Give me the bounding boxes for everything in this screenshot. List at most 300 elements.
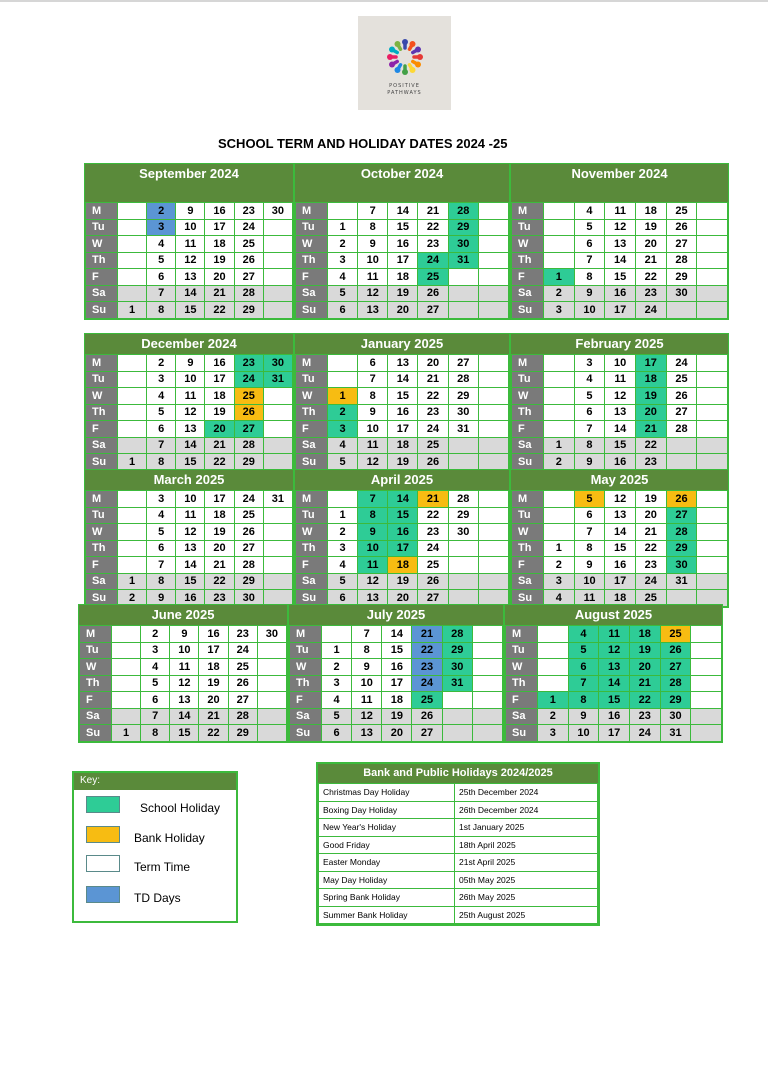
week-row [296, 404, 509, 421]
date-cell: 1 [544, 269, 575, 286]
date-cell [448, 302, 478, 319]
day-label: Th [506, 675, 538, 692]
date-cell [118, 388, 147, 405]
date-cell: 9 [358, 404, 388, 421]
week-row [296, 491, 509, 508]
date-cell: 17 [599, 725, 630, 742]
date-cell: 24 [234, 491, 263, 508]
date-cell: 15 [388, 507, 418, 524]
week-row [296, 454, 509, 471]
positive-pathways-logo [358, 16, 451, 110]
date-cell: 29 [448, 507, 478, 524]
date-cell: 8 [574, 540, 605, 557]
week-row [512, 491, 728, 508]
week-row [296, 421, 509, 438]
day-label: Tu [86, 219, 118, 236]
month-may-2025 [510, 469, 729, 608]
day-label: Sa [512, 437, 544, 454]
week-row [512, 203, 728, 220]
date-cell: 28 [666, 421, 697, 438]
date-cell: 10 [574, 573, 605, 590]
date-cell: 12 [605, 388, 636, 405]
week-row [86, 203, 293, 220]
day-label: Tu [296, 507, 328, 524]
week-row [80, 725, 287, 742]
date-cell: 6 [147, 421, 176, 438]
date-cell: 20 [635, 507, 666, 524]
date-cell: 25 [412, 692, 442, 709]
week-row [80, 626, 287, 643]
people-circle-icon [384, 36, 426, 78]
date-cell [697, 236, 728, 253]
date-cell: 1 [112, 725, 141, 742]
date-cell: 4 [544, 590, 575, 607]
holiday-date: 25th December 2024 [455, 784, 598, 802]
date-cell [472, 626, 502, 643]
date-cell: 5 [147, 524, 176, 541]
date-cell [691, 642, 722, 659]
date-cell: 4 [322, 692, 352, 709]
date-cell: 15 [176, 454, 205, 471]
date-cell [263, 388, 292, 405]
date-cell: 28 [448, 371, 478, 388]
date-cell: 17 [199, 642, 228, 659]
date-cell: 9 [176, 203, 205, 220]
week-row [296, 236, 509, 253]
date-cell: 2 [147, 355, 176, 372]
date-cell: 13 [605, 236, 636, 253]
date-cell: 30 [448, 236, 478, 253]
date-cell: 29 [234, 573, 263, 590]
date-cell [328, 203, 358, 220]
holiday-row [319, 801, 598, 819]
date-cell: 18 [205, 388, 234, 405]
date-cell: 22 [635, 540, 666, 557]
week-row [512, 573, 728, 590]
date-cell: 16 [199, 626, 228, 643]
date-cell [538, 626, 569, 643]
date-cell: 12 [170, 675, 199, 692]
date-cell [328, 371, 358, 388]
day-label: W [296, 524, 328, 541]
date-cell [544, 524, 575, 541]
week-row [296, 573, 509, 590]
date-cell: 31 [666, 573, 697, 590]
date-cell: 23 [234, 355, 263, 372]
date-cell [478, 302, 508, 319]
date-cell: 29 [448, 219, 478, 236]
date-cell: 22 [635, 437, 666, 454]
holiday-date: 25th August 2025 [455, 906, 598, 924]
date-cell: 3 [544, 573, 575, 590]
key-label: School Holiday [140, 801, 221, 815]
date-cell: 17 [205, 491, 234, 508]
day-label: W [512, 236, 544, 253]
date-cell: 9 [352, 659, 382, 676]
date-cell: 19 [205, 404, 234, 421]
date-cell [328, 491, 358, 508]
date-cell: 6 [147, 540, 176, 557]
date-cell: 29 [234, 454, 263, 471]
month-title: November 2024 [511, 164, 728, 184]
date-cell: 24 [418, 252, 448, 269]
week-row [506, 708, 722, 725]
day-label: Su [86, 590, 118, 607]
date-cell: 2 [328, 524, 358, 541]
day-label: M [86, 491, 118, 508]
date-cell: 10 [176, 219, 205, 236]
day-label: W [296, 388, 328, 405]
date-cell: 14 [176, 437, 205, 454]
date-cell: 14 [605, 252, 636, 269]
week-row [86, 573, 293, 590]
holiday-date: 1st January 2025 [455, 819, 598, 837]
day-label: M [86, 355, 118, 372]
date-cell: 14 [170, 708, 199, 725]
date-cell: 18 [388, 437, 418, 454]
week-row [86, 524, 293, 541]
date-cell: 19 [205, 524, 234, 541]
date-cell: 7 [147, 437, 176, 454]
date-cell [263, 421, 292, 438]
date-cell: 18 [388, 557, 418, 574]
date-cell [263, 573, 292, 590]
date-cell [448, 540, 478, 557]
date-cell: 13 [176, 421, 205, 438]
month-title: February 2025 [511, 334, 728, 354]
date-cell: 26 [234, 252, 263, 269]
date-cell: 24 [418, 540, 448, 557]
date-cell: 21 [629, 675, 660, 692]
date-cell [697, 269, 728, 286]
date-cell [118, 219, 147, 236]
week-row [86, 236, 293, 253]
date-cell: 24 [234, 371, 263, 388]
day-label: F [296, 557, 328, 574]
day-label: W [506, 659, 538, 676]
date-cell: 25 [635, 590, 666, 607]
date-cell: 6 [141, 692, 170, 709]
date-cell [257, 642, 286, 659]
date-cell: 16 [176, 590, 205, 607]
date-cell: 30 [448, 404, 478, 421]
date-cell: 5 [328, 285, 358, 302]
day-label: Th [86, 540, 118, 557]
date-cell: 12 [358, 285, 388, 302]
holiday-row [319, 854, 598, 872]
day-label: F [512, 269, 544, 286]
date-cell: 6 [328, 302, 358, 319]
date-cell [697, 285, 728, 302]
color-swatch [86, 886, 120, 903]
date-cell: 31 [442, 675, 472, 692]
date-cell: 15 [605, 437, 636, 454]
date-cell [263, 219, 292, 236]
date-cell: 26 [418, 285, 448, 302]
date-cell: 25 [418, 437, 448, 454]
date-cell: 6 [322, 725, 352, 742]
date-cell [697, 404, 728, 421]
date-cell: 2 [538, 708, 569, 725]
date-cell: 1 [328, 388, 358, 405]
date-cell [118, 371, 147, 388]
date-cell: 22 [199, 725, 228, 742]
page-title: SCHOOL TERM AND HOLIDAY DATES 2024 -25 [218, 136, 508, 151]
date-cell: 30 [660, 708, 691, 725]
month-title: March 2025 [85, 470, 293, 490]
date-cell: 26 [234, 524, 263, 541]
week-row [296, 252, 509, 269]
date-cell: 5 [147, 252, 176, 269]
date-cell: 7 [358, 371, 388, 388]
day-label: F [296, 421, 328, 438]
date-cell: 26 [234, 404, 263, 421]
holiday-row [319, 784, 598, 802]
date-cell [257, 692, 286, 709]
week-row [80, 692, 287, 709]
holiday-row [319, 836, 598, 854]
date-cell: 20 [418, 355, 448, 372]
date-cell: 21 [199, 708, 228, 725]
date-cell: 14 [388, 371, 418, 388]
date-cell: 28 [442, 626, 472, 643]
date-cell [118, 540, 147, 557]
date-cell [118, 557, 147, 574]
date-cell: 19 [635, 388, 666, 405]
date-cell [442, 708, 472, 725]
date-cell: 20 [635, 236, 666, 253]
month-title: June 2025 [79, 605, 287, 625]
month-october-2024 [294, 163, 510, 320]
month-february-2025 [510, 333, 729, 472]
week-row [512, 269, 728, 286]
holiday-name: Easter Monday [319, 854, 455, 872]
date-cell: 27 [228, 692, 257, 709]
date-cell: 22 [418, 219, 448, 236]
date-cell [118, 524, 147, 541]
day-label: Tu [506, 642, 538, 659]
bank-holidays-table [316, 762, 600, 926]
date-cell [478, 219, 508, 236]
date-cell: 19 [388, 285, 418, 302]
date-cell: 3 [147, 491, 176, 508]
date-cell: 5 [574, 219, 605, 236]
day-label: M [296, 203, 328, 220]
date-cell [257, 659, 286, 676]
week-row [86, 302, 293, 319]
date-cell: 7 [358, 491, 388, 508]
week-row [86, 454, 293, 471]
date-cell [263, 524, 292, 541]
date-cell: 14 [605, 421, 636, 438]
date-cell: 8 [358, 388, 388, 405]
date-cell: 4 [147, 388, 176, 405]
date-cell: 31 [660, 725, 691, 742]
day-label: Th [512, 252, 544, 269]
date-cell: 15 [176, 573, 205, 590]
day-label: W [86, 524, 118, 541]
date-cell: 2 [544, 454, 575, 471]
date-cell [478, 507, 508, 524]
date-cell: 25 [666, 203, 697, 220]
date-cell [697, 573, 728, 590]
date-cell [118, 236, 147, 253]
date-cell: 9 [358, 236, 388, 253]
date-cell [472, 659, 502, 676]
week-row [290, 626, 503, 643]
day-label: Su [296, 590, 328, 607]
date-cell: 19 [199, 675, 228, 692]
date-cell: 28 [448, 203, 478, 220]
key-label: Term Time [134, 860, 191, 874]
week-row [86, 355, 293, 372]
date-cell [478, 454, 508, 471]
week-row [506, 692, 722, 709]
date-cell: 6 [574, 507, 605, 524]
date-cell: 1 [118, 454, 147, 471]
day-label: Sa [86, 573, 118, 590]
date-cell: 29 [448, 388, 478, 405]
date-cell: 26 [418, 454, 448, 471]
date-cell [448, 573, 478, 590]
date-cell: 1 [328, 507, 358, 524]
date-cell: 20 [388, 590, 418, 607]
month-march-2025 [84, 469, 294, 608]
date-cell: 13 [605, 507, 636, 524]
date-cell [118, 269, 147, 286]
week-row [512, 421, 728, 438]
date-cell: 14 [382, 626, 412, 643]
date-cell [478, 285, 508, 302]
holiday-date: 18th April 2025 [455, 836, 598, 854]
date-cell: 13 [176, 540, 205, 557]
date-cell [118, 252, 147, 269]
week-row [296, 371, 509, 388]
date-cell: 27 [234, 269, 263, 286]
holiday-name: Summer Bank Holiday [319, 906, 455, 924]
day-label: F [86, 421, 118, 438]
date-cell: 16 [605, 557, 636, 574]
date-cell: 11 [358, 269, 388, 286]
date-cell: 26 [666, 388, 697, 405]
date-cell: 20 [205, 540, 234, 557]
date-cell: 18 [605, 590, 636, 607]
date-cell [112, 626, 141, 643]
day-label: M [506, 626, 538, 643]
date-cell [448, 437, 478, 454]
date-cell [697, 252, 728, 269]
date-cell: 23 [635, 557, 666, 574]
date-cell: 19 [205, 252, 234, 269]
date-cell: 4 [147, 507, 176, 524]
day-label: Sa [512, 573, 544, 590]
date-cell [544, 507, 575, 524]
day-label: Sa [80, 708, 112, 725]
date-cell: 3 [147, 371, 176, 388]
date-cell: 16 [388, 404, 418, 421]
date-cell: 16 [605, 285, 636, 302]
date-cell: 23 [418, 524, 448, 541]
day-label: Tu [512, 507, 544, 524]
date-cell: 3 [574, 355, 605, 372]
date-cell: 9 [574, 557, 605, 574]
date-cell: 11 [358, 557, 388, 574]
week-row [512, 371, 728, 388]
date-cell: 19 [388, 573, 418, 590]
day-label: Tu [512, 219, 544, 236]
date-cell: 11 [574, 590, 605, 607]
date-cell: 16 [388, 236, 418, 253]
month-title: January 2025 [295, 334, 509, 354]
date-cell [112, 675, 141, 692]
date-cell: 15 [605, 269, 636, 286]
week-row [512, 437, 728, 454]
week-row [86, 252, 293, 269]
date-cell: 22 [629, 692, 660, 709]
date-cell [478, 269, 508, 286]
date-cell: 2 [322, 659, 352, 676]
date-cell: 27 [418, 590, 448, 607]
date-cell: 16 [599, 708, 630, 725]
date-cell [263, 269, 292, 286]
date-cell: 5 [574, 491, 605, 508]
date-cell: 10 [605, 355, 636, 372]
date-cell: 23 [228, 626, 257, 643]
date-cell: 17 [205, 371, 234, 388]
week-row [296, 540, 509, 557]
date-cell [538, 642, 569, 659]
date-cell [472, 642, 502, 659]
month-header-band [295, 184, 509, 202]
week-row [506, 659, 722, 676]
date-cell: 7 [574, 252, 605, 269]
date-cell: 5 [328, 454, 358, 471]
date-cell: 8 [574, 437, 605, 454]
week-row [290, 692, 503, 709]
day-label: Sa [506, 708, 538, 725]
date-cell [697, 557, 728, 574]
date-cell: 17 [205, 219, 234, 236]
date-cell: 10 [358, 421, 388, 438]
week-row [290, 675, 503, 692]
date-cell: 21 [205, 557, 234, 574]
day-label: W [512, 388, 544, 405]
day-label: F [296, 269, 328, 286]
date-cell [478, 437, 508, 454]
date-cell: 23 [629, 708, 660, 725]
week-row [512, 507, 728, 524]
date-cell: 4 [568, 626, 599, 643]
date-cell: 15 [176, 302, 205, 319]
week-row [86, 404, 293, 421]
date-cell: 25 [234, 507, 263, 524]
date-cell: 15 [388, 388, 418, 405]
week-row [296, 285, 509, 302]
date-cell: 11 [599, 626, 630, 643]
date-cell: 1 [544, 437, 575, 454]
week-row [512, 355, 728, 372]
week-row [296, 524, 509, 541]
day-label: Sa [296, 285, 328, 302]
date-cell [538, 659, 569, 676]
day-label: M [290, 626, 322, 643]
date-cell [538, 675, 569, 692]
date-cell: 8 [568, 692, 599, 709]
date-cell [478, 252, 508, 269]
date-cell: 23 [205, 590, 234, 607]
date-cell: 11 [170, 659, 199, 676]
date-cell: 13 [170, 692, 199, 709]
